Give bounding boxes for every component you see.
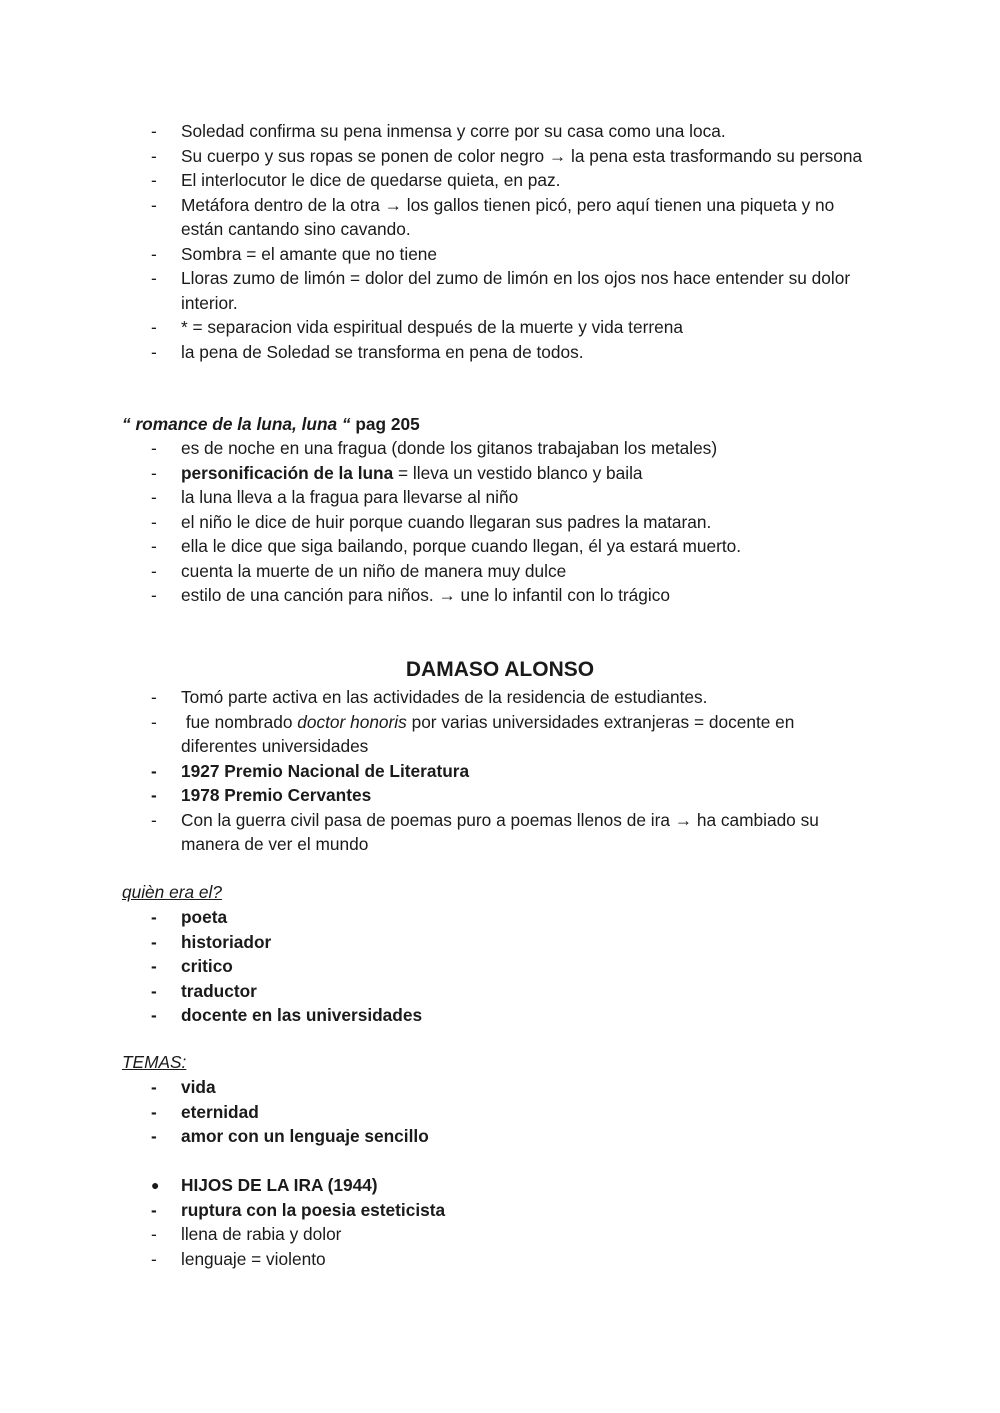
item-text: Metáfora dentro de la otra → los gallos tienen picó, pero aquí tienen una piqueta y no están cantando sino cavando. — [181, 194, 835, 239]
item-text: critico — [181, 956, 233, 976]
item-text: amor con un lenguaje sencillo — [181, 1126, 429, 1146]
item-text: fue nombrado — [181, 711, 298, 732]
item-text: 1978 Premio Cervantes — [181, 785, 372, 805]
item-text: por varias universidades extranjeras = docente en diferentes universidades — [181, 711, 795, 756]
list-item — [0, 1003, 871, 1028]
list-item — [0, 783, 871, 808]
dash-bullet: - — [151, 956, 157, 976]
dash-bullet: - — [151, 809, 157, 830]
dash-bullet: - — [151, 1224, 157, 1244]
quien-heading — [122, 880, 222, 905]
list-item — [0, 510, 871, 535]
item-italic-text: doctor honoris — [297, 711, 407, 732]
damaso-notes-list — [0, 685, 871, 857]
list-item — [0, 979, 871, 1004]
list-item — [0, 168, 871, 193]
soledad-notes-list — [0, 119, 871, 364]
item-text: Sombra = el amante que no tiene — [181, 243, 438, 264]
list-item — [0, 583, 871, 608]
item-text: es de noche en una fragua (donde los gitanos trabajaban los metales) — [181, 438, 718, 458]
item-text: 1927 Premio Nacional de Literatura — [181, 760, 470, 781]
list-item — [0, 1173, 871, 1198]
dash-bullet: - — [151, 341, 157, 362]
item-text: ella le dice que siga bailando, porque cuando llegan, él ya estará muerto. — [181, 536, 742, 556]
list-item — [0, 1222, 871, 1247]
list-item — [0, 1100, 871, 1125]
romance-page-ref: pag 205 — [350, 414, 420, 434]
item-text: Tomó parte activa en las actividades de la residencia de estudiantes. — [181, 687, 708, 707]
hijos-list — [0, 1173, 871, 1271]
list-item — [0, 242, 871, 267]
romance-heading — [122, 412, 420, 437]
item-text: Con la guerra civil pasa de poemas puro a poemas llenos de ira → ha cambiado su manera de ver el mundo — [181, 809, 819, 854]
dash-bullet: - — [151, 1101, 157, 1122]
dash-bullet: - — [151, 785, 157, 805]
item-text: docente en las universidades — [181, 1005, 423, 1025]
dash-bullet: - — [151, 585, 157, 605]
list-item — [0, 436, 871, 461]
dash-bullet: - — [151, 1248, 157, 1269]
list-item — [0, 759, 871, 784]
item-text: historiador — [181, 931, 272, 952]
dash-bullet: - — [151, 1077, 157, 1097]
item-text: cuenta la muerte de un niño de manera muy dulce — [181, 560, 567, 581]
list-item — [0, 534, 871, 559]
dash-bullet: - — [151, 170, 157, 190]
item-text: ruptura con la poesia esteticista — [181, 1199, 446, 1220]
dash-bullet: - — [151, 980, 157, 1001]
romance-title: “ romance de la luna, luna “ — [122, 414, 351, 434]
quien-list — [0, 905, 871, 1028]
dash-bullet: - — [151, 194, 157, 215]
item-text: El interlocutor le dice de quedarse quieta, en paz. — [181, 170, 561, 190]
item-text: traductor — [181, 980, 257, 1001]
quien-title: quièn era el? — [122, 882, 222, 902]
dash-bullet: - — [151, 438, 157, 458]
dash-bullet: - — [151, 121, 157, 141]
section-title: DAMASO ALONSO — [405, 658, 595, 681]
item-text: vida — [181, 1077, 216, 1097]
temas-title: TEMAS: — [122, 1052, 187, 1072]
item-text: Lloras zumo de limón = dolor del zumo de limón en los ojos nos hace entender su dolor interior. — [181, 268, 851, 313]
temas-heading — [122, 1050, 186, 1075]
item-text: = lleva un vestido blanco y baila — [393, 462, 643, 483]
item-text: el niño le dice de huir porque cuando llegaran sus padres la mataran. — [181, 511, 712, 532]
dash-bullet: - — [151, 907, 157, 927]
item-text: eternidad — [181, 1101, 259, 1122]
dash-bullet: - — [151, 268, 157, 288]
romance-notes-list — [0, 436, 871, 608]
dash-bullet: - — [151, 931, 157, 952]
list-item — [0, 193, 871, 242]
list-item — [0, 340, 871, 365]
list-item — [0, 954, 871, 979]
item-text: la luna lleva a la fragua para llevarse al niño — [181, 487, 519, 507]
dash-bullet: - — [151, 711, 157, 732]
list-item — [0, 1247, 871, 1272]
dash-bullet: - — [151, 317, 157, 337]
temas-list — [0, 1075, 871, 1149]
dash-bullet: - — [151, 243, 157, 264]
list-item — [0, 315, 871, 340]
list-item — [0, 266, 871, 315]
item-text: Su cuerpo y sus ropas se ponen de color negro → la pena esta trasformando su persona — [181, 145, 863, 166]
dash-bullet: - — [151, 487, 157, 507]
list-item — [0, 905, 871, 930]
list-item — [0, 119, 871, 144]
list-item — [0, 1075, 871, 1100]
item-text: lenguaje = violento — [181, 1248, 326, 1269]
list-item — [0, 559, 871, 584]
dash-bullet: - — [151, 462, 157, 483]
list-item — [0, 685, 871, 710]
item-text: HIJOS DE LA IRA (1944) — [181, 1175, 378, 1195]
dash-bullet: - — [151, 1126, 157, 1146]
list-item — [0, 808, 871, 857]
dash-bullet: - — [151, 687, 157, 707]
item-bold-text: personificación de la luna — [181, 462, 394, 483]
list-item — [0, 1124, 871, 1149]
list-item — [0, 930, 871, 955]
list-item — [0, 710, 871, 759]
list-item — [0, 461, 871, 486]
dot-bullet: ● — [151, 1177, 160, 1193]
dash-bullet: - — [151, 536, 157, 556]
dash-bullet: - — [151, 145, 157, 166]
list-item — [0, 1198, 871, 1223]
item-text: la pena de Soledad se transforma en pena de todos. — [181, 341, 584, 362]
item-text: poeta — [181, 907, 228, 927]
item-text: llena de rabia y dolor — [181, 1224, 342, 1244]
item-text: * = separacion vida espiritual después de la muerte y vida terrena — [181, 317, 683, 337]
list-item — [0, 144, 871, 169]
list-item — [0, 485, 871, 510]
dash-bullet: - — [151, 1005, 157, 1025]
dash-bullet: - — [151, 560, 157, 581]
item-text: estilo de una canción para niños. → une lo infantil con lo trágico — [181, 585, 670, 605]
item-text: Soledad confirma su pena inmensa y corre por su casa como una loca. — [181, 121, 726, 141]
dash-bullet: - — [151, 511, 157, 532]
dash-bullet: - — [151, 760, 157, 781]
dash-bullet: - — [151, 1199, 157, 1220]
